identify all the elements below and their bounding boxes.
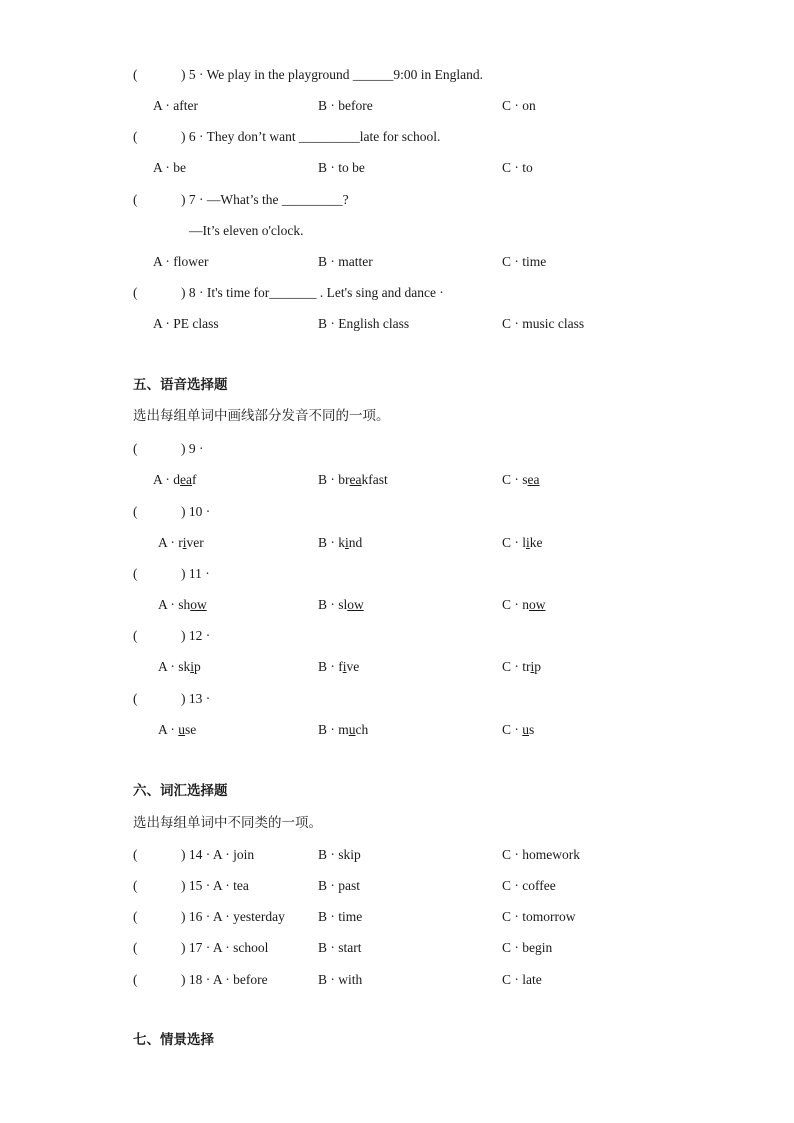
option-text: C · n [502, 597, 529, 612]
underlined-letters: u [348, 722, 356, 737]
question-number: ) 10 · [181, 504, 211, 519]
phonics-question [0, 566, 794, 584]
option-a[interactable] [158, 535, 204, 551]
option-text: A · d [153, 472, 180, 487]
phonics-question [0, 441, 794, 459]
phonics-options [0, 722, 794, 740]
option-text: f [191, 472, 197, 487]
option-text: B · m [318, 722, 349, 737]
phonics-question [0, 628, 794, 646]
option-b[interactable]: B · past [318, 878, 360, 893]
answer-paren-open: ( [133, 909, 138, 924]
phonics-question [0, 504, 794, 522]
underlined-letters: ea [180, 472, 192, 487]
question-6-options [0, 160, 794, 178]
option-c[interactable]: C · time [502, 254, 547, 269]
section-6-title: 六、词汇选择题 [133, 783, 228, 799]
option-b[interactable] [318, 535, 362, 551]
option-c[interactable]: C · late [502, 972, 542, 987]
underlined-letters: u [522, 722, 529, 737]
dialogue-reply: —It’s eleven o'clock. [189, 223, 304, 238]
option-a[interactable]: A · PE class [153, 316, 219, 331]
option-text: p [534, 659, 542, 674]
option-text: ch [355, 722, 369, 737]
option-b[interactable]: B · before [318, 98, 373, 113]
option-c[interactable]: C · begin [502, 940, 553, 955]
option-text: C · l [502, 535, 527, 550]
answer-paren-open: ( [133, 691, 138, 706]
question-8-options [0, 316, 794, 334]
option-text: B · f [318, 659, 343, 674]
question-5 [0, 67, 794, 85]
option-text: B · k [318, 535, 345, 550]
underlined-letters: i [530, 659, 535, 674]
phonics-options [0, 597, 794, 615]
underlined-letters: ea [349, 472, 362, 487]
option-a[interactable]: A · flower [153, 254, 209, 269]
question-number: ) 12 · [181, 628, 211, 643]
option-a[interactable] [158, 722, 196, 738]
underlined-letters: ow [190, 597, 207, 612]
question-number-option-a[interactable]: ) 18 · A · before [181, 972, 268, 987]
option-text: A · sk [158, 659, 191, 674]
answer-paren-open: ( [133, 940, 138, 955]
option-c[interactable]: C · coffee [502, 878, 556, 893]
option-b[interactable] [318, 659, 359, 675]
vocab-question [0, 972, 794, 990]
option-text: s [529, 722, 535, 737]
option-text: C · tr [502, 659, 531, 674]
option-text: A · sh [158, 597, 191, 612]
vocab-question [0, 878, 794, 896]
answer-paren-open: ( [133, 566, 138, 581]
option-text: nd [348, 535, 363, 550]
vocab-question [0, 909, 794, 927]
option-c[interactable]: C · to [502, 160, 533, 175]
question-number-option-a[interactable]: ) 16 · A · yesterday [181, 909, 285, 924]
option-text: A · r [158, 535, 183, 550]
option-b[interactable]: B · with [318, 972, 363, 987]
answer-paren-open: ( [133, 285, 138, 300]
question-stem: ) 6 · They don’t want _________late for school. [181, 129, 441, 144]
option-text: ver [186, 535, 204, 550]
option-text: p [194, 659, 201, 674]
option-text: ke [529, 535, 543, 550]
question-number-option-a[interactable]: ) 14 · A · join [181, 847, 255, 862]
question-number-option-a[interactable]: ) 15 · A · tea [181, 878, 249, 893]
question-stem: ) 5 · We play in the playground ______9:00 in England. [181, 67, 483, 82]
option-a[interactable]: A · after [153, 98, 198, 113]
phonics-question [0, 691, 794, 709]
option-b[interactable] [318, 597, 364, 613]
section-7-title: 七、情景选择 [133, 1032, 214, 1048]
option-a[interactable]: A · be [153, 160, 186, 175]
answer-paren-open: ( [133, 847, 138, 862]
option-a[interactable] [153, 472, 196, 488]
question-7 [0, 192, 794, 210]
option-b[interactable]: B · time [318, 909, 363, 924]
answer-paren-open: ( [133, 628, 138, 643]
answer-paren-open: ( [133, 192, 138, 207]
underlined-letters: i [342, 659, 347, 674]
option-c[interactable] [502, 659, 541, 675]
option-c[interactable] [502, 472, 540, 488]
option-text: kfast [361, 472, 388, 487]
question-stem: ) 7 · —What’s the _________? [181, 192, 349, 207]
option-a[interactable] [158, 659, 201, 675]
question-6 [0, 129, 794, 147]
option-text: ve [346, 659, 360, 674]
option-c[interactable] [502, 597, 546, 613]
option-c[interactable]: C · on [502, 98, 536, 113]
question-5-options [0, 98, 794, 116]
option-text: B · sl [318, 597, 348, 612]
section-5-title: 五、语音选择题 [133, 377, 228, 393]
phonics-options [0, 535, 794, 553]
option-text: C · [502, 722, 523, 737]
option-a[interactable] [158, 597, 207, 613]
option-c[interactable] [502, 535, 543, 551]
question-7-options [0, 254, 794, 272]
question-7-reply [0, 223, 794, 241]
option-b[interactable]: B · English class [318, 316, 410, 331]
question-number: ) 9 · [181, 441, 204, 456]
answer-paren-open: ( [133, 878, 138, 893]
option-text: B · br [318, 472, 350, 487]
option-b[interactable]: B · start [318, 940, 362, 955]
question-8 [0, 285, 794, 303]
underlined-letters: i [345, 535, 349, 550]
underlined-letters: ow [529, 597, 546, 612]
option-text: A · [158, 722, 179, 737]
option-b[interactable]: B · skip [318, 847, 361, 862]
underlined-letters: i [526, 535, 530, 550]
section-5-instruction: 选出每组单词中画线部分发音不同的一项。 [133, 408, 390, 424]
question-stem: ) 8 · It's time for_______ . Let's sing and dance · [181, 285, 444, 300]
option-b[interactable]: B · to be [318, 160, 365, 175]
underlined-letters: i [190, 659, 195, 674]
answer-paren-open: ( [133, 129, 138, 144]
option-c[interactable]: C · music class [502, 316, 585, 331]
option-c[interactable]: C · tomorrow [502, 909, 576, 924]
vocab-question [0, 940, 794, 958]
option-c[interactable] [502, 722, 534, 738]
answer-paren-open: ( [133, 972, 138, 987]
underlined-letters: u [178, 722, 185, 737]
option-b[interactable]: B · matter [318, 254, 373, 269]
phonics-options [0, 472, 794, 490]
section-6-instruction: 选出每组单词中不同类的一项。 [133, 815, 322, 831]
option-text: C · s [502, 472, 528, 487]
underlined-letters: ow [347, 597, 364, 612]
answer-paren-open: ( [133, 67, 138, 82]
question-number-option-a[interactable]: ) 17 · A · school [181, 940, 269, 955]
vocab-question [0, 847, 794, 865]
phonics-options [0, 659, 794, 677]
answer-paren-open: ( [133, 504, 138, 519]
option-text: se [185, 722, 197, 737]
answer-paren-open: ( [133, 441, 138, 456]
option-b[interactable] [318, 722, 368, 738]
option-b[interactable] [318, 472, 388, 488]
underlined-letters: i [182, 535, 187, 550]
question-number: ) 13 · [181, 691, 211, 706]
underlined-letters: ea [527, 472, 540, 487]
option-c[interactable]: C · homework [502, 847, 580, 862]
question-number: ) 11 · [181, 566, 210, 581]
